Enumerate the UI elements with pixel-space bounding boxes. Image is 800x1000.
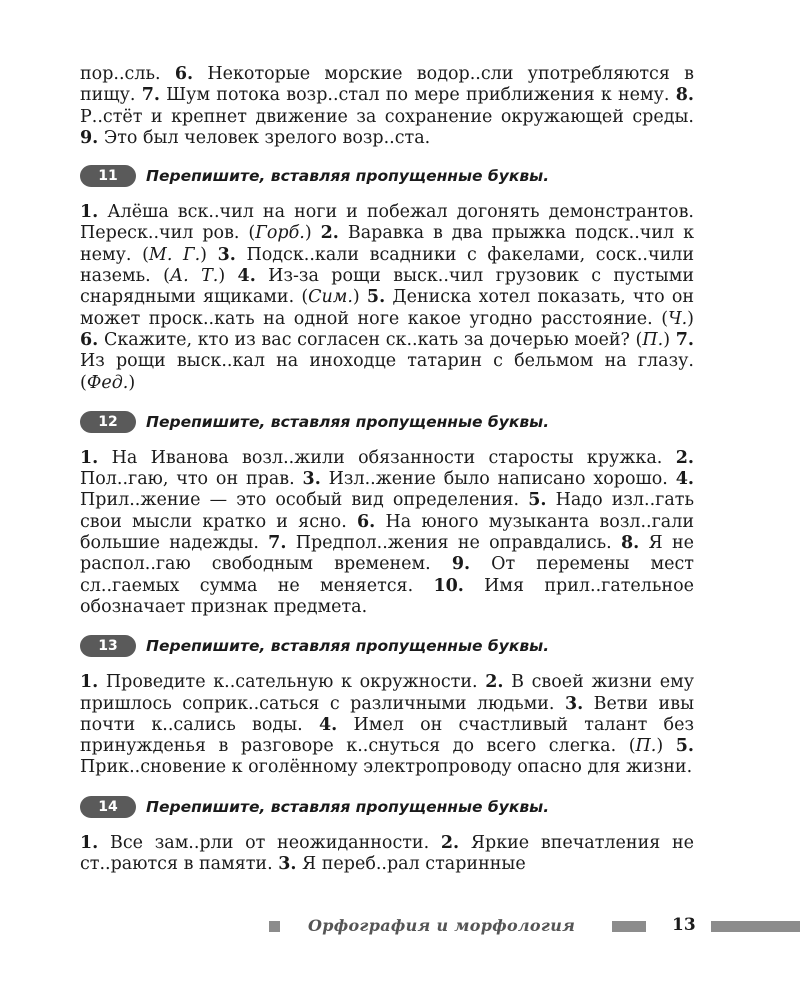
sentence-text: ) <box>128 372 136 393</box>
footer-edge-bar-decoration <box>711 921 800 932</box>
sentence-text: В своей жизни ему пришлось соприк..саться с различными людьми. <box>80 672 694 714</box>
sentence-text: Р..стёт и крепнет движение за сохранение окружающей среды. <box>80 106 694 127</box>
sentence-text: Ветви ивы почти к..сались воды. <box>80 693 694 735</box>
author-reference: П. <box>635 736 657 757</box>
author-reference: Ч. <box>668 308 688 329</box>
item-number: 6. <box>80 329 99 350</box>
item-number: 2. <box>675 447 694 468</box>
item-number: 9. <box>80 127 99 148</box>
task-14-header <box>80 796 694 818</box>
sentence-text: От перемены мест сл..гаемых сумма не меняется. <box>80 554 694 596</box>
item-number: 3. <box>278 854 297 875</box>
item-number: 8. <box>621 533 640 554</box>
task-number-badge: 11 <box>80 165 136 187</box>
task-11-header <box>80 165 694 187</box>
footer-section-title: Орфография и морфология <box>308 916 576 935</box>
item-number: 7. <box>675 329 694 350</box>
item-number: 5. <box>366 287 386 308</box>
sentence-text: Подск..кали всадники с факелами, соск..чили наземь. ( <box>80 244 695 287</box>
item-number: 2. <box>320 223 339 244</box>
task-11-text <box>80 202 694 394</box>
sentence-text: Некоторые морские водор..сли употребляются в пищу. <box>80 64 694 106</box>
task-instruction: Перепишите, вставляя пропущенные буквы. <box>146 167 550 186</box>
sentence-text: Алёша вск..чил на ноги и побежал догонять демонстрантов. Переск..чил ров. ( <box>80 202 694 244</box>
sentence-text: Имел он счастливый талант без принужденья в разговоре к..снуться до всего слегка. ( <box>80 714 694 757</box>
item-number: 5. <box>675 736 694 757</box>
item-number: 7. <box>141 85 160 106</box>
item-number: 6. <box>356 511 376 532</box>
item-number: 7. <box>268 533 287 554</box>
sentence-text: ) <box>663 329 676 350</box>
author-reference: А. Т. <box>169 266 219 287</box>
sentence-text: пор..сль. <box>80 64 175 84</box>
task-number-badge: 13 <box>80 635 136 657</box>
item-number: 8. <box>675 85 694 106</box>
item-number: 4. <box>237 266 256 287</box>
sentence-text: Это был человек зрелого возр..ста. <box>98 127 431 148</box>
footer-square-decoration <box>269 921 280 932</box>
sentence-text: Я переб..рал старинные <box>296 854 526 875</box>
sentence-text: ) <box>200 244 218 265</box>
sentence-text: ) <box>218 266 238 287</box>
page-footer <box>0 915 800 938</box>
sentence-text: Из рощи выск..кал на иноходце татарин с бельмом на глазу. ( <box>80 351 694 393</box>
sentence-text: Яркие впечатления не ст..раются в памяти. <box>80 832 694 875</box>
item-number: 5. <box>528 490 547 511</box>
sentence-text: Все зам..рли от неожиданности. <box>98 832 441 853</box>
item-number: 6. <box>174 64 194 84</box>
page-number: 13 <box>672 915 696 935</box>
author-reference: Фед. <box>86 372 129 393</box>
item-number: 4. <box>675 469 694 490</box>
task-13-header <box>80 635 694 657</box>
task-13-text <box>80 672 694 778</box>
sentence-text: Шум потока возр..стал по мере приближения к нему. <box>159 85 676 106</box>
task-12-text <box>80 448 694 618</box>
sentence-text: Пол..гаю, что он прав. <box>80 469 303 490</box>
sentence-text: Варавка в два прыжка подск..чил к нему. ( <box>80 223 695 265</box>
intro-paragraph <box>80 64 694 149</box>
sentence-text: Из-за рощи выск..чил грузовик с пустыми снарядными ящиками. ( <box>80 266 695 308</box>
sentence-text: Имя прил..гательное обозначает признак предмета. <box>80 575 694 617</box>
sentence-text: Я не распол..гаю свободным временем. <box>80 533 694 575</box>
sentence-text: ) <box>687 308 694 329</box>
author-reference: Горб. <box>255 223 305 244</box>
sentence-text: ) <box>304 223 321 244</box>
task-number-badge: 14 <box>80 796 136 818</box>
task-instruction: Перепишите, вставляя пропущенные буквы. <box>146 797 550 816</box>
author-reference: П. <box>642 329 664 350</box>
sentence-text: На юного музыканта возл..гали большие надежды. <box>80 511 694 554</box>
sentence-text: Прил..жение — это особый вид определения. <box>80 490 529 511</box>
item-number: 3. <box>564 693 584 714</box>
page-content <box>80 64 694 875</box>
author-reference: М. Г. <box>148 244 201 265</box>
item-number: 4. <box>318 714 338 735</box>
sentence-text: На Иванова возл..жили обязанности старосты кружка. <box>98 447 676 468</box>
item-number: 1. <box>80 202 99 223</box>
task-14-text <box>80 833 694 876</box>
sentence-text: Скажите, кто из вас согласен ск..кать за дочерью моей? ( <box>98 329 643 350</box>
sentence-text: Прик..сновение к оголённому электропроводу опасно для жизни. <box>80 757 693 778</box>
item-number: 3. <box>302 469 321 490</box>
item-number: 10. <box>433 575 464 596</box>
item-number: 2. <box>440 832 460 853</box>
footer-bar-decoration <box>612 921 646 932</box>
sentence-text: Проведите к..сательную к окружности. <box>98 672 486 693</box>
item-number: 1. <box>80 672 99 693</box>
sentence-text: ) <box>656 736 676 757</box>
item-number: 9. <box>451 554 471 575</box>
item-number: 1. <box>80 447 99 468</box>
sentence-text: Дениска хотел показать, что он может проск..кать на одной ноге какое угодно расстояние. ( <box>80 287 695 329</box>
task-instruction: Перепишите, вставляя пропущенные буквы. <box>146 412 550 431</box>
task-instruction: Перепишите, вставляя пропущенные буквы. <box>146 637 550 656</box>
sentence-text: Предпол..жения не оправдались. <box>286 533 621 554</box>
sentence-text: ) <box>352 287 367 308</box>
item-number: 1. <box>80 832 99 853</box>
item-number: 2. <box>485 672 504 693</box>
sentence-text: Изл..жение было написано хорошо. <box>320 469 676 490</box>
item-number: 3. <box>217 244 236 265</box>
author-reference: Сим. <box>308 287 353 308</box>
sentence-text: Надо изл..гать свои мысли кратко и ясно. <box>80 490 694 532</box>
task-number-badge: 12 <box>80 411 136 433</box>
task-12-header <box>80 411 694 433</box>
